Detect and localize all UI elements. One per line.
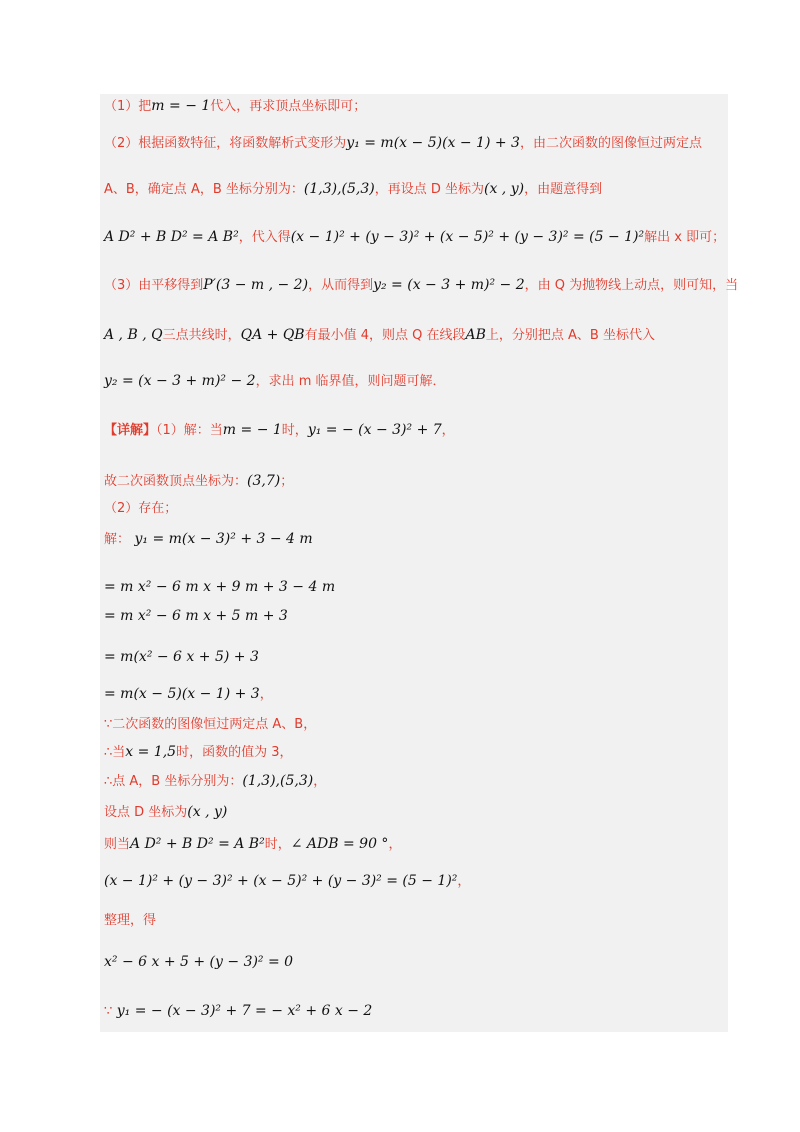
solution-line [104, 134, 702, 153]
solution-text: ，从而得到 [308, 278, 374, 293]
solution-text: ， [259, 687, 273, 702]
solution-text: ∴点 A，B 坐标分别为： [104, 774, 243, 789]
math-expression: A D² + B D² = A B² [130, 836, 265, 852]
solution-line [104, 276, 738, 295]
solution-line [104, 180, 602, 199]
solution-line [104, 803, 227, 822]
solution-text: ，代入得 [238, 230, 291, 245]
solution-text: ，由二次函数的图像恒过两定点 [519, 136, 702, 151]
solution-text: （1）解：当 [156, 423, 223, 438]
math-expression: A D² + B D² = A B² [104, 229, 239, 245]
math-expression: P′(3 − m , − 2) [203, 277, 309, 293]
math-expression: m = − 1 [151, 98, 211, 114]
solution-line [104, 716, 316, 734]
solution-line [104, 326, 655, 345]
math-expression: ∠ ADB = 90 ° [290, 836, 389, 852]
solution-line [104, 472, 293, 491]
math-expression: x = 1,5 [125, 744, 177, 760]
solution-text: 有最小值 4，则点 Q 在线段 [304, 328, 466, 343]
math-expression: = m x² − 6 m x + 5 m + 3 [104, 608, 288, 624]
math-expression: x² − 6 x + 5 + (y − 3)² = 0 [104, 954, 294, 970]
solution-text: 故二次函数顶点坐标为： [104, 474, 248, 489]
solution-text: ，再设点 D 坐标为 [374, 182, 484, 197]
math-expression: (1,3),(5,3) [242, 773, 314, 789]
math-expression: = m x² − 6 m x + 9 m + 3 − 4 m [104, 579, 336, 595]
math-expression: A , B , Q [104, 327, 163, 343]
solution-text: ， [388, 837, 402, 852]
math-expression: y₂ = (x − 3 + m)² − 2 [104, 373, 256, 389]
solution-line [104, 953, 293, 972]
math-expression: (x , y) [187, 804, 228, 820]
solution-line [104, 772, 326, 791]
solution-text: 设点 D 坐标为 [104, 805, 188, 820]
solution-line [104, 872, 470, 891]
solution-text: 三点共线时， [162, 328, 241, 343]
solution-text: ，求出 m 临界值，则问题可解． [255, 374, 446, 389]
math-expression: QA + QB [240, 327, 305, 343]
math-expression: (3,7) [247, 473, 281, 489]
math-expression: y₁ = m(x − 5)(x − 1) + 3 [346, 135, 520, 151]
solution-text: （3）由平移得到 [104, 278, 204, 293]
solution-text: （1）把 [104, 99, 152, 114]
solution-line [104, 530, 313, 549]
math-expression: m = − 1 [222, 422, 282, 438]
solution-text: ，由题意得到 [524, 182, 603, 197]
solution-line [104, 912, 156, 930]
solution-text: 整理，得 [104, 913, 157, 928]
solution-text: 解出 x 即可； [644, 230, 726, 245]
solution-text: 【详解】 [104, 423, 157, 438]
solution-text: 则当 [104, 837, 131, 852]
solution-text: 时， [281, 423, 308, 438]
math-expression: y₂ = (x − 3 + m)² − 2 [373, 277, 525, 293]
math-expression: (x − 1)² + (y − 3)² + (x − 5)² + (y − 3)² = (5 − 1)² [290, 229, 645, 245]
solution-line [104, 607, 288, 626]
solution-text: ， [441, 423, 455, 438]
solution-text: 代入，再求顶点坐标即可； [210, 99, 367, 114]
solution-line [104, 685, 273, 704]
math-expression: (x − 1)² + (y − 3)² + (x − 5)² + (y − 3)² = (5 − 1)² [104, 873, 458, 889]
solution-text: （2）根据函数特征，将函数解析式变形为 [104, 136, 347, 151]
math-expression: (1,3),(5,3) [303, 181, 375, 197]
solution-text: ∵二次函数的图像恒过两定点 A、B， [104, 717, 317, 732]
math-expression: y₁ = m(x − 3)² + 3 − 4 m [130, 531, 313, 547]
math-expression: y₁ = − (x − 3)² + 7 [307, 422, 442, 438]
solution-text: A、B，确定点 A，B 坐标分别为： [104, 182, 304, 197]
solution-text: ∴当 [104, 745, 126, 760]
solution-line [104, 578, 335, 597]
solution-line [104, 421, 455, 440]
solution-text: （2）存在； [104, 501, 178, 516]
solution-text: ，由 Q 为抛物线上动点，则可知，当 [524, 278, 739, 293]
solution-line [104, 1002, 372, 1021]
solution-text: 时， [264, 837, 291, 852]
solution-text: ； [280, 474, 294, 489]
solution-text: 时，函数的值为 3， [176, 745, 293, 760]
solution-line [104, 648, 259, 667]
math-expression: AB [465, 327, 486, 343]
solution-text: ， [457, 874, 471, 889]
math-expression: y₁ = − (x − 3)² + 7 = − x² + 6 x − 2 [112, 1003, 373, 1019]
solution-line [104, 228, 725, 247]
solution-text: ∵ [104, 1004, 113, 1019]
solution-line [104, 835, 401, 854]
solution-text: ， [313, 774, 327, 789]
solution-line [104, 372, 446, 391]
solution-line [104, 743, 292, 762]
math-expression: = m(x − 5)(x − 1) + 3 [104, 686, 260, 702]
math-expression: = m(x² − 6 x + 5) + 3 [104, 649, 259, 665]
solution-line [104, 97, 366, 116]
solution-line [104, 500, 177, 518]
math-expression: (x , y) [484, 181, 525, 197]
solution-text: 上，分别把点 A、B 坐标代入 [485, 328, 655, 343]
solution-text: 解： [104, 532, 131, 547]
